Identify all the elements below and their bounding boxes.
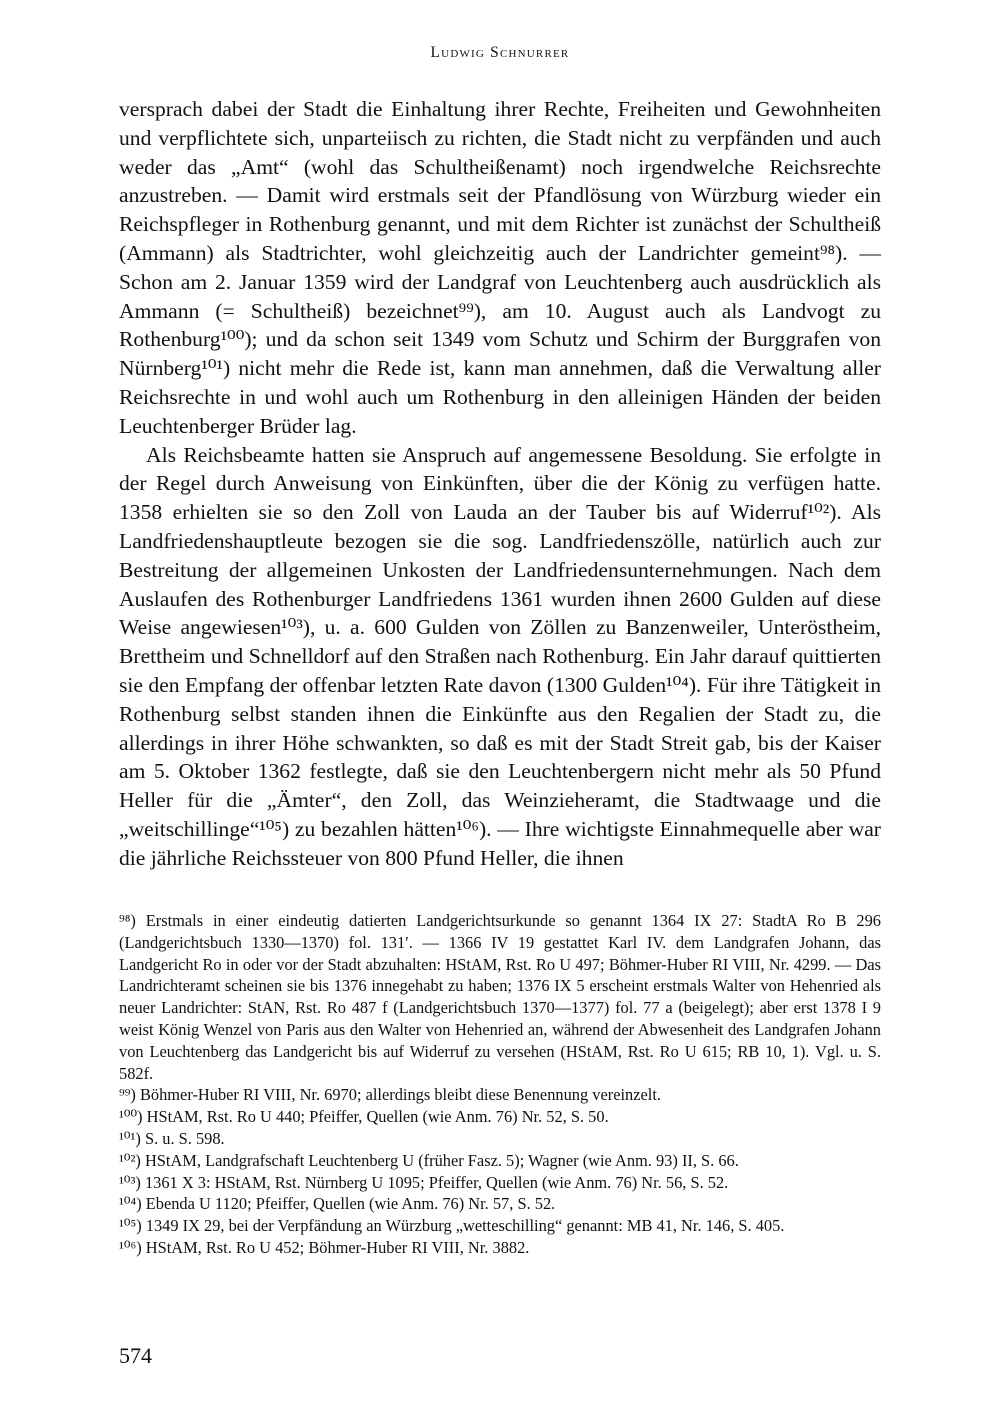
page-number: 574 [119,1343,152,1368]
body-paragraph: Als Reichsbeamte hatten sie Anspruch auf angemessene Besoldung. Sie erfolgte in der Regel durch Anweisung von Einkünften, über die der König zu verfügen hatte. 1358 erhielten sie so den Zoll von Lauda an der Tauber bis auf Widerruf¹⁰²). Als Landfriedenshauptleute bezogen sie die sog. Landfriedenszölle, natürlich auch zur Bestreitung der allgemeinen Unkosten der Landfriedensunternehmungen. Nach dem Auslaufen des Rothenburger Landfriedens 1361 wurden ihnen 2600 Gulden auf diese Weise angewiesen¹⁰³), u. a. 600 Gulden von Zöllen zu Banzenweiler, Unteröstheim, Brettheim und Schnelldorf auf den Straßen nach Rothenburg. Ein Jahr darauf quittierten sie den Empfang der offenbar letzten Rate davon (1300 Gulden¹⁰⁴). Für ihre Tätigkeit in Rothenburg selbst standen ihnen die Einkünfte aus den Regalien der Stadt zu, die allerdings in ihrer Höhe schwankten, so daß es mit der Stadt Streit gab, bis der Kaiser am 5. Oktober 1362 festlegte, daß sie den Leuchtenbergern nicht mehr als 50 Pfund Heller für die „Ämter“, den Zoll, das Weinzieheramt, die Stadtwaage und die „weitschillinge“¹⁰⁵) zu bezahlen hätten¹⁰⁶). — Ihre wichtigste Einnahmequelle aber war die jährliche Reichssteuer von 800 Pfund Heller, die ihnen [119,442,881,870]
footnote-104: ¹⁰⁴) Ebenda U 1120; Pfeiffer, Quellen (wie Anm. 76) Nr. 57, S. 52. [119,1194,556,1214]
footnote-100: ¹⁰⁰) HStAM, Rst. Ro U 440; Pfeiffer, Quellen (wie Anm. 76) Nr. 52, S. 50. [119,1107,609,1127]
footnote-101: ¹⁰¹) S. u. S. 598. [119,1128,225,1148]
footnotes [119,910,881,1259]
main-text [119,95,881,873]
footnote-99: ⁹⁹) Böhmer-Huber RI VIII, Nr. 6970; allerdings bleibt diese Benennung vereinzelt. [119,1085,661,1105]
footnote-105: ¹⁰⁵) 1349 IX 29, bei der Verpfändung an Würzburg „wetteschilling“ genannt: MB 41, Nr. 146, S. 405. [119,1216,785,1236]
body-paragraph: versprach dabei der Stadt die Einhaltung ihrer Rechte, Freiheiten und Gewohnheiten und verpflichtete sich, unparteiisch zu richten, die Stadt nicht zu verpfänden und auch weder das „Amt“ (wohl das Schultheißenamt) noch irgendwelche Reichsrechte anzustreben. — Damit wird erstmals seit der Pfandlösung von Würzburg wieder ein Reichspfleger in Rothenburg genannt, und mit dem Richter ist zunächst der Schultheiß (Ammann) als Stadtrichter, wohl gleichzeitig auch der Landrichter gemeint⁹⁸). — Schon am 2. Januar 1359 wird der Landgraf von Leuchtenberg auch ausdrücklich als Ammann (= Schultheiß) bezeichnet⁹⁹), am 10. August auch als Landvogt zu Rothenburg¹⁰⁰); und da schon seit 1349 vom Schutz und Schirm der Burggrafen von Nürnberg¹⁰¹) nicht mehr die Rede ist, kann man annehmen, daß die Verwaltung aller Reichsrechte in und wohl auch um Rothenburg in den alleinigen Händen der beiden Leuchtenberger Brüder lag. [119,97,881,438]
running-head: Ludwig Schnurrer [430,44,570,61]
footnote-103: ¹⁰³) 1361 X 3: HStAM, Rst. Nürnberg U 1095; Pfeiffer, Quellen (wie Anm. 76) Nr. 56, S. 52. [119,1172,729,1192]
footnote-102: ¹⁰²) HStAM, Landgrafschaft Leuchtenberg U (früher Fasz. 5); Wagner (wie Anm. 93) II, S. 66. [119,1150,739,1170]
footnote-106: ¹⁰⁶) HStAM, Rst. Ro U 452; Böhmer-Huber RI VIII, Nr. 3882. [119,1237,530,1257]
footnote-98: ⁹⁸) Erstmals in einer eindeutig datierten Landgerichtsurkunde so genannt 1364 IX 27: StadtA Ro B 296 (Landgerichtsbuch 1330—1370) fol. 131′. — 1366 IV 19 gestattet Karl IV. dem Landgrafen Johann, das Landgericht Ro in oder vor der Stadt abzuhalten: HStAM, Rst. Ro U 497; Böhmer-Huber RI VIII, Nr. 4299. — Das Landrichteramt scheinen sie bis 1376 innegehabt zu haben; 1376 IX 5 erscheint erstmals Walter von Hehenried als neuer Landrichter: StAN, Rst. Ro 487 f (Landgerichtsbuch 1370—1377) fol. 77 a (beigelegt); aber erst 1378 I 9 weist König Wenzel von Paris aus den Walter von Hehenried an, während der Abwesenheit des Landgrafen Johann von Leuchtenberg das Landgericht bis auf Widerruf zu versehen (HStAM, Rst. Ro U 615; RB 10, 1). Vgl. u. S. 582f. [119,911,881,1083]
